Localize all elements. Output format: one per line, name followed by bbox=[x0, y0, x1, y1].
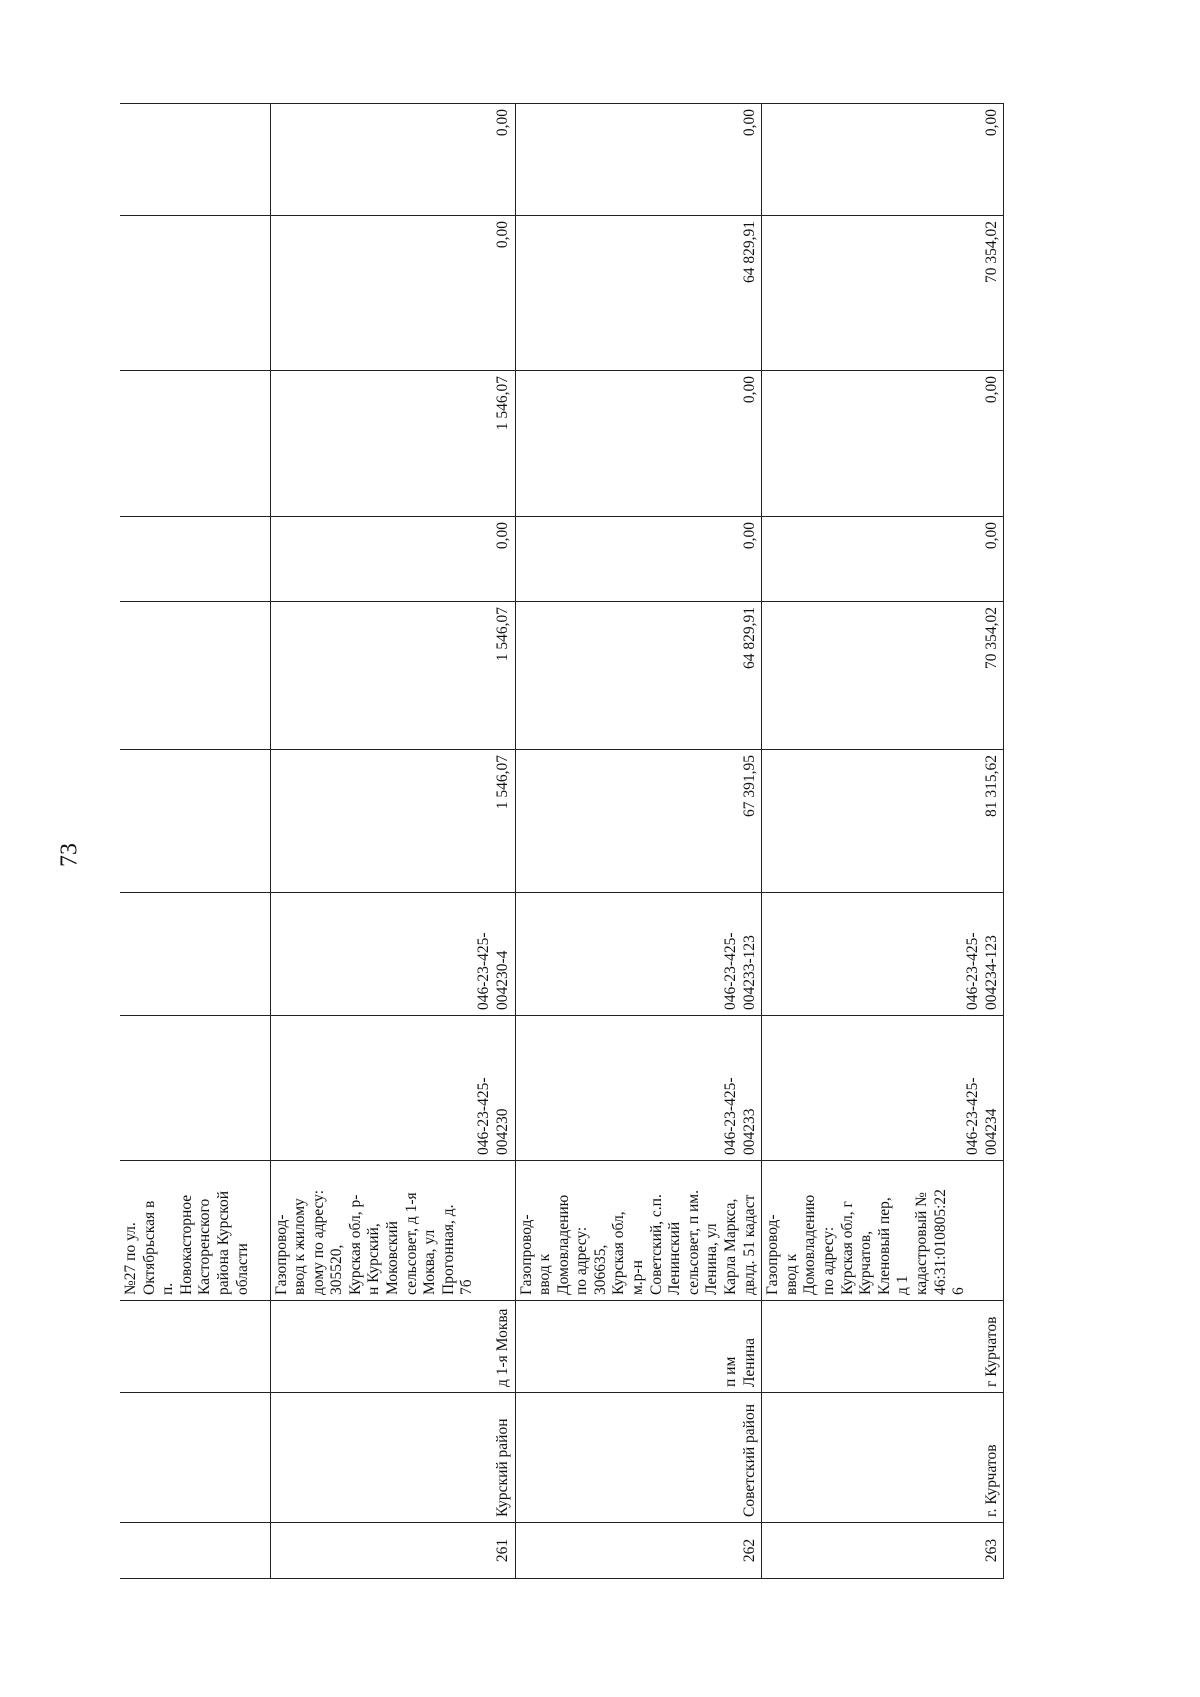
cell-v5: 64 829,91 bbox=[515, 216, 762, 371]
cell-district bbox=[120, 1393, 270, 1523]
cell-code2 bbox=[270, 893, 515, 1016]
cell-num: 263 bbox=[762, 1523, 1004, 1579]
code2-text: 046-23-425- 004233-123 bbox=[722, 932, 758, 1010]
cell-code2 bbox=[515, 893, 762, 1016]
locality-text: г Курчатов bbox=[982, 1316, 1000, 1387]
cell-v1 bbox=[120, 750, 270, 893]
code2-text: 046-23-425- 004230-4 bbox=[475, 932, 511, 1010]
cell-v2: 64 829,91 bbox=[515, 602, 762, 750]
cell-v5: 70 354,02 bbox=[762, 216, 1004, 371]
cell-v6: 0,00 bbox=[762, 104, 1004, 216]
cell-v1: 81 315,62 bbox=[762, 750, 1004, 893]
cell-v1: 1 546,07 bbox=[270, 750, 515, 893]
cell-locality bbox=[762, 1301, 1004, 1393]
rotated-table-container bbox=[120, 104, 1002, 1579]
cell-v3 bbox=[120, 517, 270, 602]
cell-num: 262 bbox=[515, 1523, 762, 1579]
cell-v4 bbox=[120, 371, 270, 517]
cell-description bbox=[270, 1161, 515, 1301]
cell-num bbox=[120, 1523, 270, 1579]
cell-locality bbox=[120, 1301, 270, 1393]
locality-text: д 1-я Моква bbox=[493, 1308, 511, 1387]
cell-v6: 0,00 bbox=[270, 104, 515, 216]
cell-description bbox=[515, 1161, 762, 1301]
cell-v5: 0,00 bbox=[270, 216, 515, 371]
cell-description bbox=[120, 1161, 270, 1301]
cell-code2 bbox=[120, 893, 270, 1016]
cell-code1 bbox=[762, 1016, 1004, 1161]
cell-code1 bbox=[515, 1016, 762, 1161]
cell-v4: 0,00 bbox=[515, 371, 762, 517]
property-table bbox=[120, 103, 1004, 1579]
cell-num: 261 bbox=[270, 1523, 515, 1579]
cell-v6: 0,00 bbox=[515, 104, 762, 216]
table-row bbox=[270, 104, 515, 1579]
cell-v4: 1 546,07 bbox=[270, 371, 515, 517]
cell-v3: 0,00 bbox=[762, 517, 1004, 602]
cell-district: г. Курчатов bbox=[762, 1393, 1004, 1523]
cell-description bbox=[762, 1161, 1004, 1301]
locality-text: п им Ленина bbox=[722, 1337, 758, 1387]
cell-district: Советский район bbox=[515, 1393, 762, 1523]
cell-code1 bbox=[120, 1016, 270, 1161]
code2-text: 046-23-425- 004234-123 bbox=[964, 932, 1000, 1010]
cell-v3: 0,00 bbox=[270, 517, 515, 602]
cell-v6 bbox=[120, 104, 270, 216]
cell-code1 bbox=[270, 1016, 515, 1161]
cell-v2 bbox=[120, 602, 270, 750]
cell-v3: 0,00 bbox=[515, 517, 762, 602]
table-row bbox=[762, 104, 1004, 1579]
cell-v2: 1 546,07 bbox=[270, 602, 515, 750]
description-text: №27 по ул. Октябрьская в п. Новокасторное Касторенского района Курской области bbox=[122, 1190, 251, 1295]
cell-district: Курский район bbox=[270, 1393, 515, 1523]
table-row bbox=[515, 104, 762, 1579]
cell-v2: 70 354,02 bbox=[762, 602, 1004, 750]
page-number: 73 bbox=[56, 843, 83, 867]
code1-text: 046-23-425- 004233 bbox=[722, 1077, 758, 1155]
cell-code2 bbox=[762, 893, 1004, 1016]
cell-v1: 67 391,95 bbox=[515, 750, 762, 893]
description-text: Газопровод- ввод к жилому дому по адресу: 305520, Курская обл, р- н Курский, Моковский сельсовет, д 1-я Моква, ул Прогонная, д. 7б bbox=[272, 1189, 476, 1295]
code1-text: 046-23-425- 004234 bbox=[964, 1077, 1000, 1155]
cell-v5 bbox=[120, 216, 270, 371]
description-text: Газопровод- ввод к Домовладению по адресу: Курская обл, г Курчатов, Кленовый пер, д 1 кадастровый № 46:31:010805:22 6 bbox=[764, 1189, 968, 1295]
table-row-continuation bbox=[120, 104, 270, 1579]
cell-locality bbox=[515, 1301, 762, 1393]
description-text: Газопровод- ввод к Домовладению по адресу: 306635, Курская обл, м.р-н Советский, с.п. Ленинский сельсовет, п им. Ленина, ул Карла Маркса, двлд. 51 кадаст bbox=[517, 1190, 758, 1295]
cell-locality bbox=[270, 1301, 515, 1393]
code1-text: 046-23-425- 004230 bbox=[475, 1077, 511, 1155]
cell-v4: 0,00 bbox=[762, 371, 1004, 517]
